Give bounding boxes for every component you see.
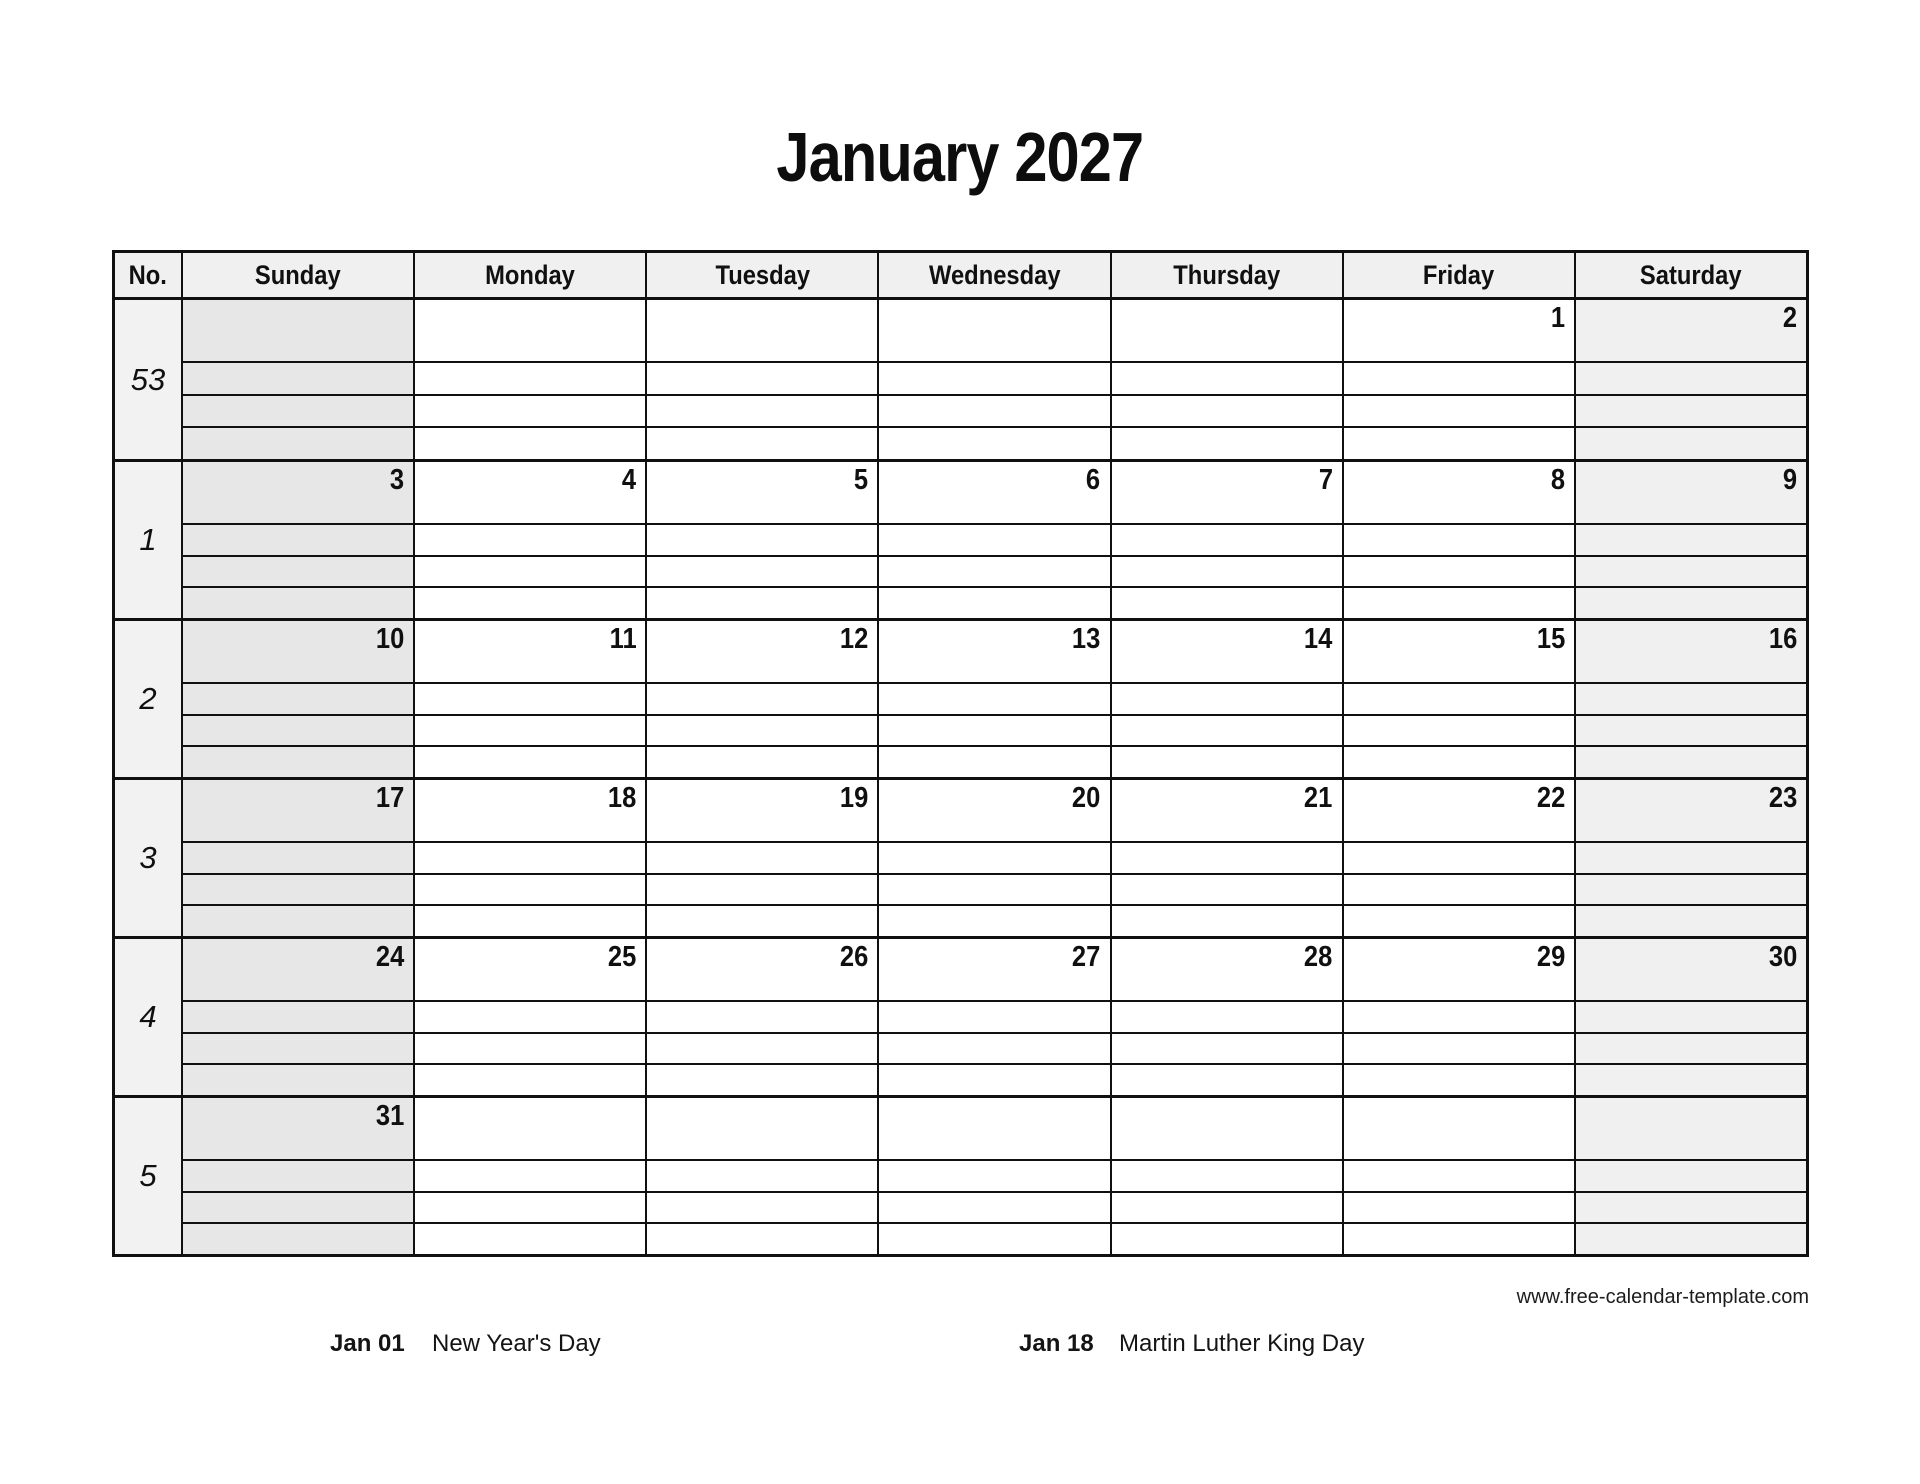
ruled-line xyxy=(1344,586,1574,618)
day-number-text: 18 xyxy=(607,782,637,814)
day-cell-22 xyxy=(1342,780,1574,936)
header-week-no xyxy=(115,253,181,297)
header-wednesday-label: Wednesday xyxy=(928,259,1061,290)
ruled-line xyxy=(1344,361,1574,394)
ruled-line xyxy=(183,1222,413,1254)
day-number-28 xyxy=(1112,939,1342,1000)
page-title-text: January 2027 xyxy=(776,118,1144,196)
ruled-line xyxy=(183,1032,413,1064)
ruled-line xyxy=(1576,523,1806,555)
day-number-text: 13 xyxy=(1072,623,1101,655)
ruled-line xyxy=(1112,1032,1342,1064)
ruled-line xyxy=(1344,1222,1574,1254)
holiday-name-new-years-day: New Year's Day xyxy=(432,1330,601,1357)
day-cell-10 xyxy=(181,621,413,777)
ruled-line xyxy=(1576,904,1806,936)
day-number-text: 27 xyxy=(1072,941,1101,973)
ruled-line xyxy=(1344,745,1574,777)
header-tuesday xyxy=(645,253,877,297)
day-number-9 xyxy=(1576,462,1806,523)
ruled-line xyxy=(1344,873,1574,905)
ruled-line xyxy=(415,745,645,777)
day-number-1 xyxy=(1344,300,1574,361)
ruled-line xyxy=(1344,426,1574,459)
day-number-21 xyxy=(1112,780,1342,841)
day-number-27 xyxy=(879,939,1109,1000)
ruled-line xyxy=(1576,1032,1806,1064)
ruled-line xyxy=(1112,426,1342,459)
ruled-line xyxy=(1576,361,1806,394)
day-number-text: 7 xyxy=(1318,464,1333,496)
day-cell-28 xyxy=(1110,939,1342,1095)
header-friday-label: Friday xyxy=(1423,259,1495,290)
day-cell-23 xyxy=(1574,780,1806,936)
ruled-line xyxy=(1112,873,1342,905)
day-number-14 xyxy=(1112,621,1342,682)
ruled-line xyxy=(1344,394,1574,427)
ruled-line xyxy=(183,426,413,459)
day-cell-empty xyxy=(877,300,1109,459)
ruled-line xyxy=(879,873,1109,905)
ruled-line xyxy=(647,714,877,746)
day-cell-empty xyxy=(1342,1098,1574,1254)
day-number-empty xyxy=(1112,300,1342,361)
holiday-name-mlk-day: Martin Luther King Day xyxy=(1119,1330,1365,1357)
week-row-2 xyxy=(115,618,1806,777)
day-cell-11 xyxy=(413,621,645,777)
day-cell-empty xyxy=(645,300,877,459)
day-cell-5 xyxy=(645,462,877,618)
ruled-line xyxy=(879,714,1109,746)
ruled-line xyxy=(415,714,645,746)
ruled-line xyxy=(183,904,413,936)
day-number-text: 16 xyxy=(1768,623,1797,655)
ruled-line xyxy=(1112,1222,1342,1254)
day-cell-9 xyxy=(1574,462,1806,618)
day-cell-empty xyxy=(877,1098,1109,1254)
ruled-line xyxy=(647,1063,877,1095)
day-number-text: 4 xyxy=(622,464,637,496)
page-title xyxy=(0,118,1920,196)
week-number-53: 53 xyxy=(115,300,181,459)
day-number-13 xyxy=(879,621,1109,682)
ruled-line xyxy=(879,361,1109,394)
ruled-line xyxy=(1576,586,1806,618)
header-tuesday-label: Tuesday xyxy=(715,259,810,290)
day-number-29 xyxy=(1344,939,1574,1000)
ruled-line xyxy=(1344,841,1574,873)
ruled-line xyxy=(647,361,877,394)
day-number-text: 21 xyxy=(1304,782,1333,814)
ruled-line xyxy=(1112,745,1342,777)
holiday-date-jan01: Jan 01 xyxy=(330,1330,405,1357)
ruled-line xyxy=(647,555,877,587)
ruled-line xyxy=(1112,1191,1342,1223)
day-number-text: 8 xyxy=(1550,464,1565,496)
day-cell-empty xyxy=(413,1098,645,1254)
day-number-text: 24 xyxy=(375,941,405,973)
ruled-line xyxy=(183,1159,413,1191)
day-cell-30 xyxy=(1574,939,1806,1095)
ruled-line xyxy=(1344,1191,1574,1223)
day-number-empty xyxy=(647,1098,877,1159)
day-cell-26 xyxy=(645,939,877,1095)
ruled-line xyxy=(1576,1000,1806,1032)
ruled-line xyxy=(879,523,1109,555)
day-cell-3 xyxy=(181,462,413,618)
ruled-line xyxy=(415,1191,645,1223)
ruled-line xyxy=(1344,523,1574,555)
day-number-12 xyxy=(647,621,877,682)
day-number-text: 17 xyxy=(375,782,405,814)
ruled-line xyxy=(1576,1191,1806,1223)
header-sunday xyxy=(181,253,413,297)
ruled-line xyxy=(647,873,877,905)
day-cell-27 xyxy=(877,939,1109,1095)
week-row-5 xyxy=(115,1095,1806,1254)
day-cell-15 xyxy=(1342,621,1574,777)
ruled-line xyxy=(879,1222,1109,1254)
header-saturday xyxy=(1574,253,1806,297)
ruled-line xyxy=(647,1000,877,1032)
header-thursday-label: Thursday xyxy=(1173,259,1281,290)
week-number-3: 3 xyxy=(115,780,181,936)
ruled-line xyxy=(1344,1032,1574,1064)
day-number-text: 19 xyxy=(840,782,869,814)
day-cell-31 xyxy=(181,1098,413,1254)
day-cell-24 xyxy=(181,939,413,1095)
ruled-line xyxy=(415,841,645,873)
header-sunday-label: Sunday xyxy=(255,259,341,290)
day-cell-1 xyxy=(1342,300,1574,459)
day-number-text: 22 xyxy=(1536,782,1565,814)
day-number-empty xyxy=(879,1098,1109,1159)
day-number-31 xyxy=(183,1098,413,1159)
ruled-line xyxy=(183,1191,413,1223)
ruled-line xyxy=(183,523,413,555)
day-cell-empty xyxy=(645,1098,877,1254)
ruled-line xyxy=(1576,426,1806,459)
ruled-line xyxy=(1112,1159,1342,1191)
ruled-line xyxy=(1112,714,1342,746)
day-number-text: 28 xyxy=(1304,941,1333,973)
day-number-text: 5 xyxy=(854,464,869,496)
ruled-line xyxy=(647,1191,877,1223)
ruled-line xyxy=(415,1000,645,1032)
day-cell-13 xyxy=(877,621,1109,777)
day-number-15 xyxy=(1344,621,1574,682)
ruled-line xyxy=(1112,841,1342,873)
week-row-4 xyxy=(115,936,1806,1095)
day-cell-21 xyxy=(1110,780,1342,936)
ruled-line xyxy=(647,1159,877,1191)
day-number-text: 1 xyxy=(1550,302,1565,334)
ruled-line xyxy=(1344,682,1574,714)
ruled-line xyxy=(183,682,413,714)
day-number-6 xyxy=(879,462,1109,523)
day-number-22 xyxy=(1344,780,1574,841)
ruled-line xyxy=(1576,682,1806,714)
ruled-line xyxy=(647,1222,877,1254)
ruled-line xyxy=(647,586,877,618)
week-number-1: 1 xyxy=(115,462,181,618)
week-row-53 xyxy=(115,300,1806,459)
day-number-26 xyxy=(647,939,877,1000)
day-number-30 xyxy=(1576,939,1806,1000)
site-credit: www.free-calendar-template.com xyxy=(1516,1286,1809,1308)
ruled-line xyxy=(879,586,1109,618)
ruled-line xyxy=(1576,745,1806,777)
day-cell-empty xyxy=(1110,300,1342,459)
ruled-line xyxy=(183,714,413,746)
ruled-line xyxy=(879,682,1109,714)
day-number-16 xyxy=(1576,621,1806,682)
day-cell-16 xyxy=(1574,621,1806,777)
day-cell-empty xyxy=(1574,1098,1806,1254)
header-monday xyxy=(413,253,645,297)
week-number-2: 2 xyxy=(115,621,181,777)
ruled-line xyxy=(183,586,413,618)
ruled-line xyxy=(415,873,645,905)
header-monday-label: Monday xyxy=(485,259,576,290)
day-number-5 xyxy=(647,462,877,523)
day-cell-empty xyxy=(181,300,413,459)
day-number-24 xyxy=(183,939,413,1000)
day-number-text: 30 xyxy=(1768,941,1797,973)
ruled-line xyxy=(1576,841,1806,873)
ruled-line xyxy=(879,1000,1109,1032)
day-number-4 xyxy=(415,462,645,523)
day-cell-25 xyxy=(413,939,645,1095)
day-number-empty xyxy=(1112,1098,1342,1159)
ruled-line xyxy=(647,841,877,873)
day-cell-6 xyxy=(877,462,1109,618)
ruled-line xyxy=(183,841,413,873)
ruled-line xyxy=(1344,714,1574,746)
day-number-text: 15 xyxy=(1536,623,1565,655)
ruled-line xyxy=(1344,1000,1574,1032)
header-week-no-label: No. xyxy=(128,259,168,290)
ruled-line xyxy=(647,745,877,777)
ruled-line xyxy=(183,555,413,587)
ruled-line xyxy=(1112,586,1342,618)
ruled-line xyxy=(1576,1222,1806,1254)
day-number-10 xyxy=(183,621,413,682)
day-number-25 xyxy=(415,939,645,1000)
day-number-text: 10 xyxy=(375,623,405,655)
ruled-line xyxy=(879,555,1109,587)
ruled-line xyxy=(1576,394,1806,427)
header-thursday xyxy=(1110,253,1342,297)
day-number-text: 26 xyxy=(840,941,869,973)
week-row-1 xyxy=(115,459,1806,618)
day-number-text: 25 xyxy=(607,941,637,973)
ruled-line xyxy=(183,361,413,394)
day-number-text: 3 xyxy=(389,464,405,496)
day-number-empty xyxy=(415,300,645,361)
ruled-line xyxy=(647,523,877,555)
day-number-11 xyxy=(415,621,645,682)
ruled-line xyxy=(879,1063,1109,1095)
ruled-line xyxy=(647,426,877,459)
week-number-5: 5 xyxy=(115,1098,181,1254)
ruled-line xyxy=(1344,1159,1574,1191)
ruled-line xyxy=(1112,523,1342,555)
day-number-empty xyxy=(647,300,877,361)
day-number-18 xyxy=(415,780,645,841)
ruled-line xyxy=(1344,1063,1574,1095)
day-number-17 xyxy=(183,780,413,841)
day-cell-7 xyxy=(1110,462,1342,618)
ruled-line xyxy=(183,873,413,905)
day-number-text: 12 xyxy=(840,623,869,655)
day-number-19 xyxy=(647,780,877,841)
ruled-line xyxy=(1576,1159,1806,1191)
ruled-line xyxy=(183,745,413,777)
day-number-text: 29 xyxy=(1536,941,1565,973)
holiday-date-jan18: Jan 18 xyxy=(1019,1330,1094,1357)
calendar-weeks xyxy=(115,300,1806,1254)
day-cell-2 xyxy=(1574,300,1806,459)
header-friday xyxy=(1342,253,1574,297)
ruled-line xyxy=(183,1000,413,1032)
ruled-line xyxy=(415,426,645,459)
day-number-8 xyxy=(1344,462,1574,523)
day-cell-12 xyxy=(645,621,877,777)
ruled-line xyxy=(1112,1063,1342,1095)
ruled-line xyxy=(879,745,1109,777)
calendar-header-row xyxy=(115,253,1806,300)
ruled-line xyxy=(415,904,645,936)
ruled-line xyxy=(1112,555,1342,587)
day-cell-4 xyxy=(413,462,645,618)
day-number-text: 11 xyxy=(609,623,637,655)
day-number-23 xyxy=(1576,780,1806,841)
day-cell-empty xyxy=(413,300,645,459)
ruled-line xyxy=(879,1191,1109,1223)
ruled-line xyxy=(1112,904,1342,936)
day-number-20 xyxy=(879,780,1109,841)
ruled-line xyxy=(879,1159,1109,1191)
day-number-text: 20 xyxy=(1072,782,1101,814)
ruled-line xyxy=(647,682,877,714)
ruled-line xyxy=(1344,555,1574,587)
ruled-line xyxy=(415,361,645,394)
day-number-text: 9 xyxy=(1782,464,1797,496)
ruled-line xyxy=(415,1063,645,1095)
ruled-line xyxy=(1576,714,1806,746)
ruled-line xyxy=(415,1222,645,1254)
ruled-line xyxy=(1112,394,1342,427)
day-number-text: 2 xyxy=(1782,302,1797,334)
ruled-line xyxy=(1576,873,1806,905)
ruled-line xyxy=(879,904,1109,936)
header-wednesday xyxy=(877,253,1109,297)
ruled-line xyxy=(647,1032,877,1064)
day-number-empty xyxy=(183,300,413,361)
ruled-line xyxy=(183,394,413,427)
week-number-4: 4 xyxy=(115,939,181,1095)
day-number-7 xyxy=(1112,462,1342,523)
day-number-text: 14 xyxy=(1304,623,1333,655)
ruled-line xyxy=(879,426,1109,459)
ruled-line xyxy=(879,394,1109,427)
ruled-line xyxy=(1112,361,1342,394)
ruled-line xyxy=(415,555,645,587)
day-number-text: 6 xyxy=(1086,464,1101,496)
ruled-line xyxy=(879,841,1109,873)
day-number-empty xyxy=(879,300,1109,361)
day-number-empty xyxy=(1344,1098,1574,1159)
day-cell-empty xyxy=(1110,1098,1342,1254)
day-cell-18 xyxy=(413,780,645,936)
ruled-line xyxy=(415,523,645,555)
ruled-line xyxy=(879,1032,1109,1064)
ruled-line xyxy=(415,1159,645,1191)
day-number-2 xyxy=(1576,300,1806,361)
day-cell-17 xyxy=(181,780,413,936)
ruled-line xyxy=(647,394,877,427)
day-cell-20 xyxy=(877,780,1109,936)
day-cell-14 xyxy=(1110,621,1342,777)
ruled-line xyxy=(1576,555,1806,587)
day-number-text: 23 xyxy=(1768,782,1797,814)
ruled-line xyxy=(647,904,877,936)
ruled-line xyxy=(415,1032,645,1064)
ruled-line xyxy=(1576,1063,1806,1095)
ruled-line xyxy=(1344,904,1574,936)
day-number-empty xyxy=(415,1098,645,1159)
ruled-line xyxy=(415,586,645,618)
ruled-line xyxy=(415,394,645,427)
day-cell-8 xyxy=(1342,462,1574,618)
ruled-line xyxy=(1112,682,1342,714)
day-cell-19 xyxy=(645,780,877,936)
header-saturday-label: Saturday xyxy=(1640,259,1742,290)
week-row-3 xyxy=(115,777,1806,936)
ruled-line xyxy=(183,1063,413,1095)
day-cell-29 xyxy=(1342,939,1574,1095)
ruled-line xyxy=(1112,1000,1342,1032)
calendar-table xyxy=(112,250,1809,1257)
ruled-line xyxy=(415,682,645,714)
day-number-empty xyxy=(1576,1098,1806,1159)
day-number-3 xyxy=(183,462,413,523)
day-number-text: 31 xyxy=(375,1100,405,1132)
